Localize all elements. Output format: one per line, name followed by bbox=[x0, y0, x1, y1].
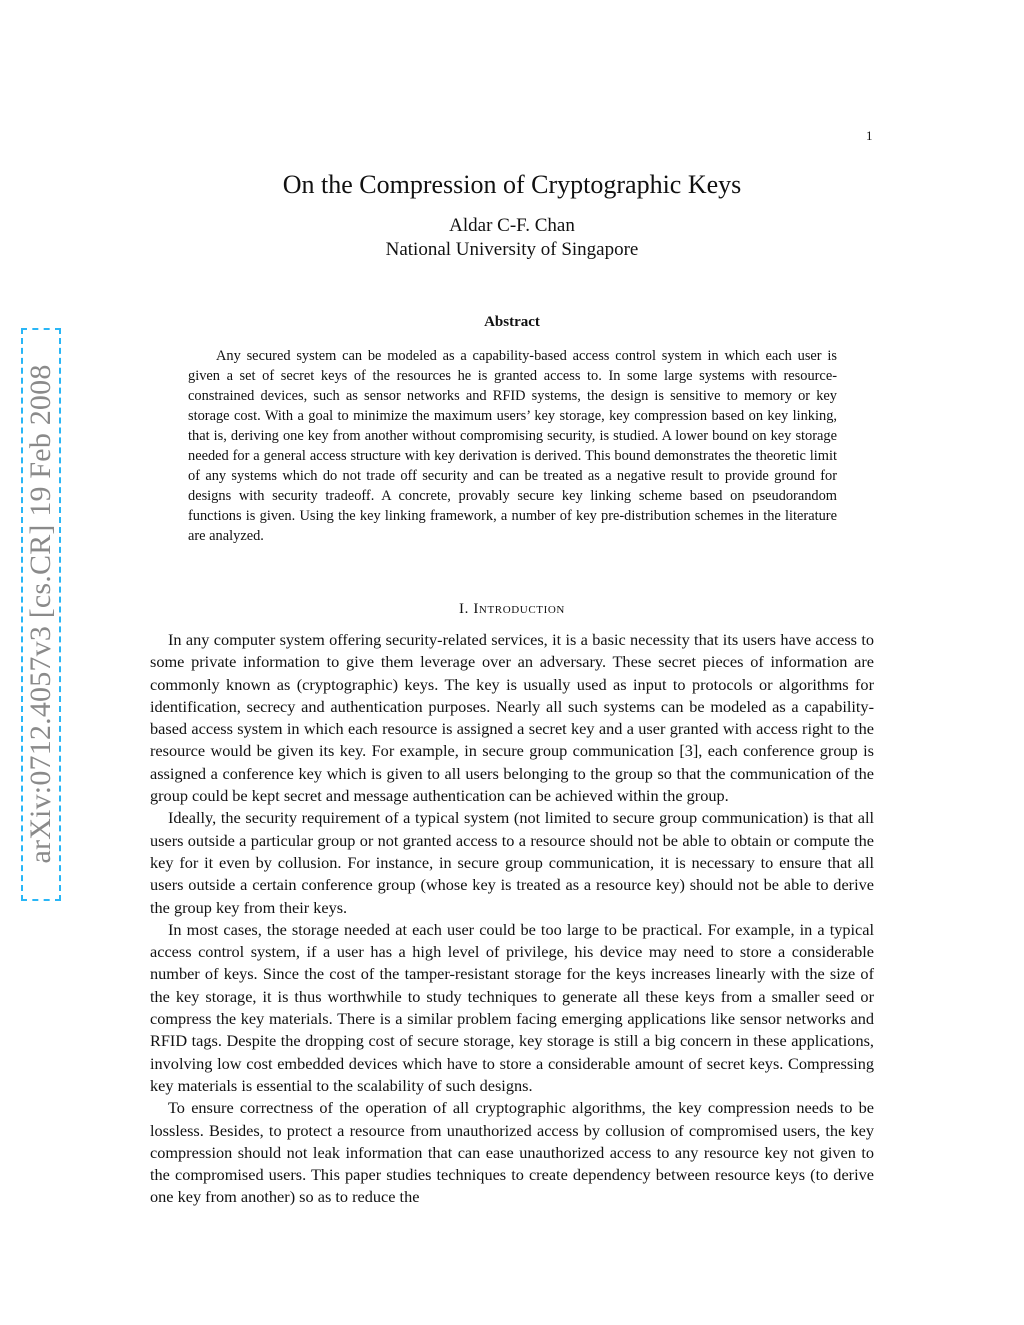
abstract-heading: Abstract bbox=[484, 314, 540, 330]
body-paragraph: In most cases, the storage needed at each user could be too large to be practical. For example, in a typical access control system, if a user has a high level of privilege, his device may need to store a considerable number of keys. Since the cost of the tamper-resistant storage for the keys increases linearly with the size of the key storage, it is thus worthwhile to study techniques to generate all these keys from a smaller seed or compress the key materials. There is a similar problem facing emerging applications like sensor networks and RFID tags. Despite the dropping cost of secure storage, key storage is still a big concern in these applications, involving low cost embedded devices which have to store a considerable amount of secret keys. Compressing key materials is essential to the scalability of such designs. bbox=[150, 919, 874, 1095]
section-heading bbox=[0, 601, 1024, 618]
section-body bbox=[150, 629, 874, 1209]
body-paragraph: To ensure correctness of the operation of all cryptographic algorithms, the key compression needs to be lossless. Besides, to protect a resource from unauthorized access by collusion of compromised users, the key compression should not leak information that can ease unauthorized access to any resource key not given to the compromised users. This paper studies techniques to create dependency between resource keys (to derive one key from another) so as to reduce the bbox=[150, 1098, 874, 1207]
body-paragraph: In any computer system offering security-related services, it is a basic necessity that its users have access to some private information to give them leverage over an adversary. These secret pieces of information are commonly known as (cryptographic) keys. The key is usually used as input to protocols or algorithms for identification, secrecy and authentication purposes. Nearly all such systems can be modeled as a capability-based access system in which each resource is assigned a secret key and a user granted with access right to the resource would be given its key. For example, in secure group communication [3], each conference group is assigned a conference key which is given to all users belonging to the group so that the communication of the group could be kept secret and message authentication can be achieved within the group. bbox=[150, 630, 874, 806]
section-title: Introduction bbox=[473, 601, 565, 617]
section-number: I. bbox=[459, 601, 469, 617]
abstract-text: Any secured system can be modeled as a capability-based access control system in which each user is given a set of secret keys of the resources he is granted access to. In some large systems with resource-constrained devices, such as sensor networks and RFID systems, the design is sensitive to memory or key storage cost. With a goal to minimize the maximum users’ key storage, key compression based on key linking, that is, deriving one key from another without compromising security, is studied. A lower bound on key storage needed for a general access structure with key derivation is derived. This bound demonstrates the theoretic limit of any systems which do not trade off security and can be treated as a negative result to provide ground for designs with security tradeoff. A concrete, provably secure key linking scheme based on pseudorandom functions is given. Using the key linking framework, a number of key pre-distribution schemes in the literature are analyzed. bbox=[188, 348, 837, 544]
arxiv-identifier: arXiv:0712.4057v3 [cs.CR] 19 Feb 2008 bbox=[24, 364, 57, 864]
author-name: Aldar C-F. Chan bbox=[449, 215, 575, 236]
body-paragraph: Ideally, the security requirement of a typical system (not limited to secure group communication) is that all users outside a particular group or not granted access to a resource should not be able to obtain or compute the key for it even by collusion. For instance, in secure group communication, it is necessary to ensure that all users outside a certain conference group (whose key is treated as a resource key) should not be able to derive the group key from their keys. bbox=[150, 808, 874, 917]
author-affiliation: National University of Singapore bbox=[385, 239, 639, 260]
page-number: 1 bbox=[866, 128, 873, 143]
paper-title: On the Compression of Cryptographic Keys bbox=[282, 170, 742, 199]
